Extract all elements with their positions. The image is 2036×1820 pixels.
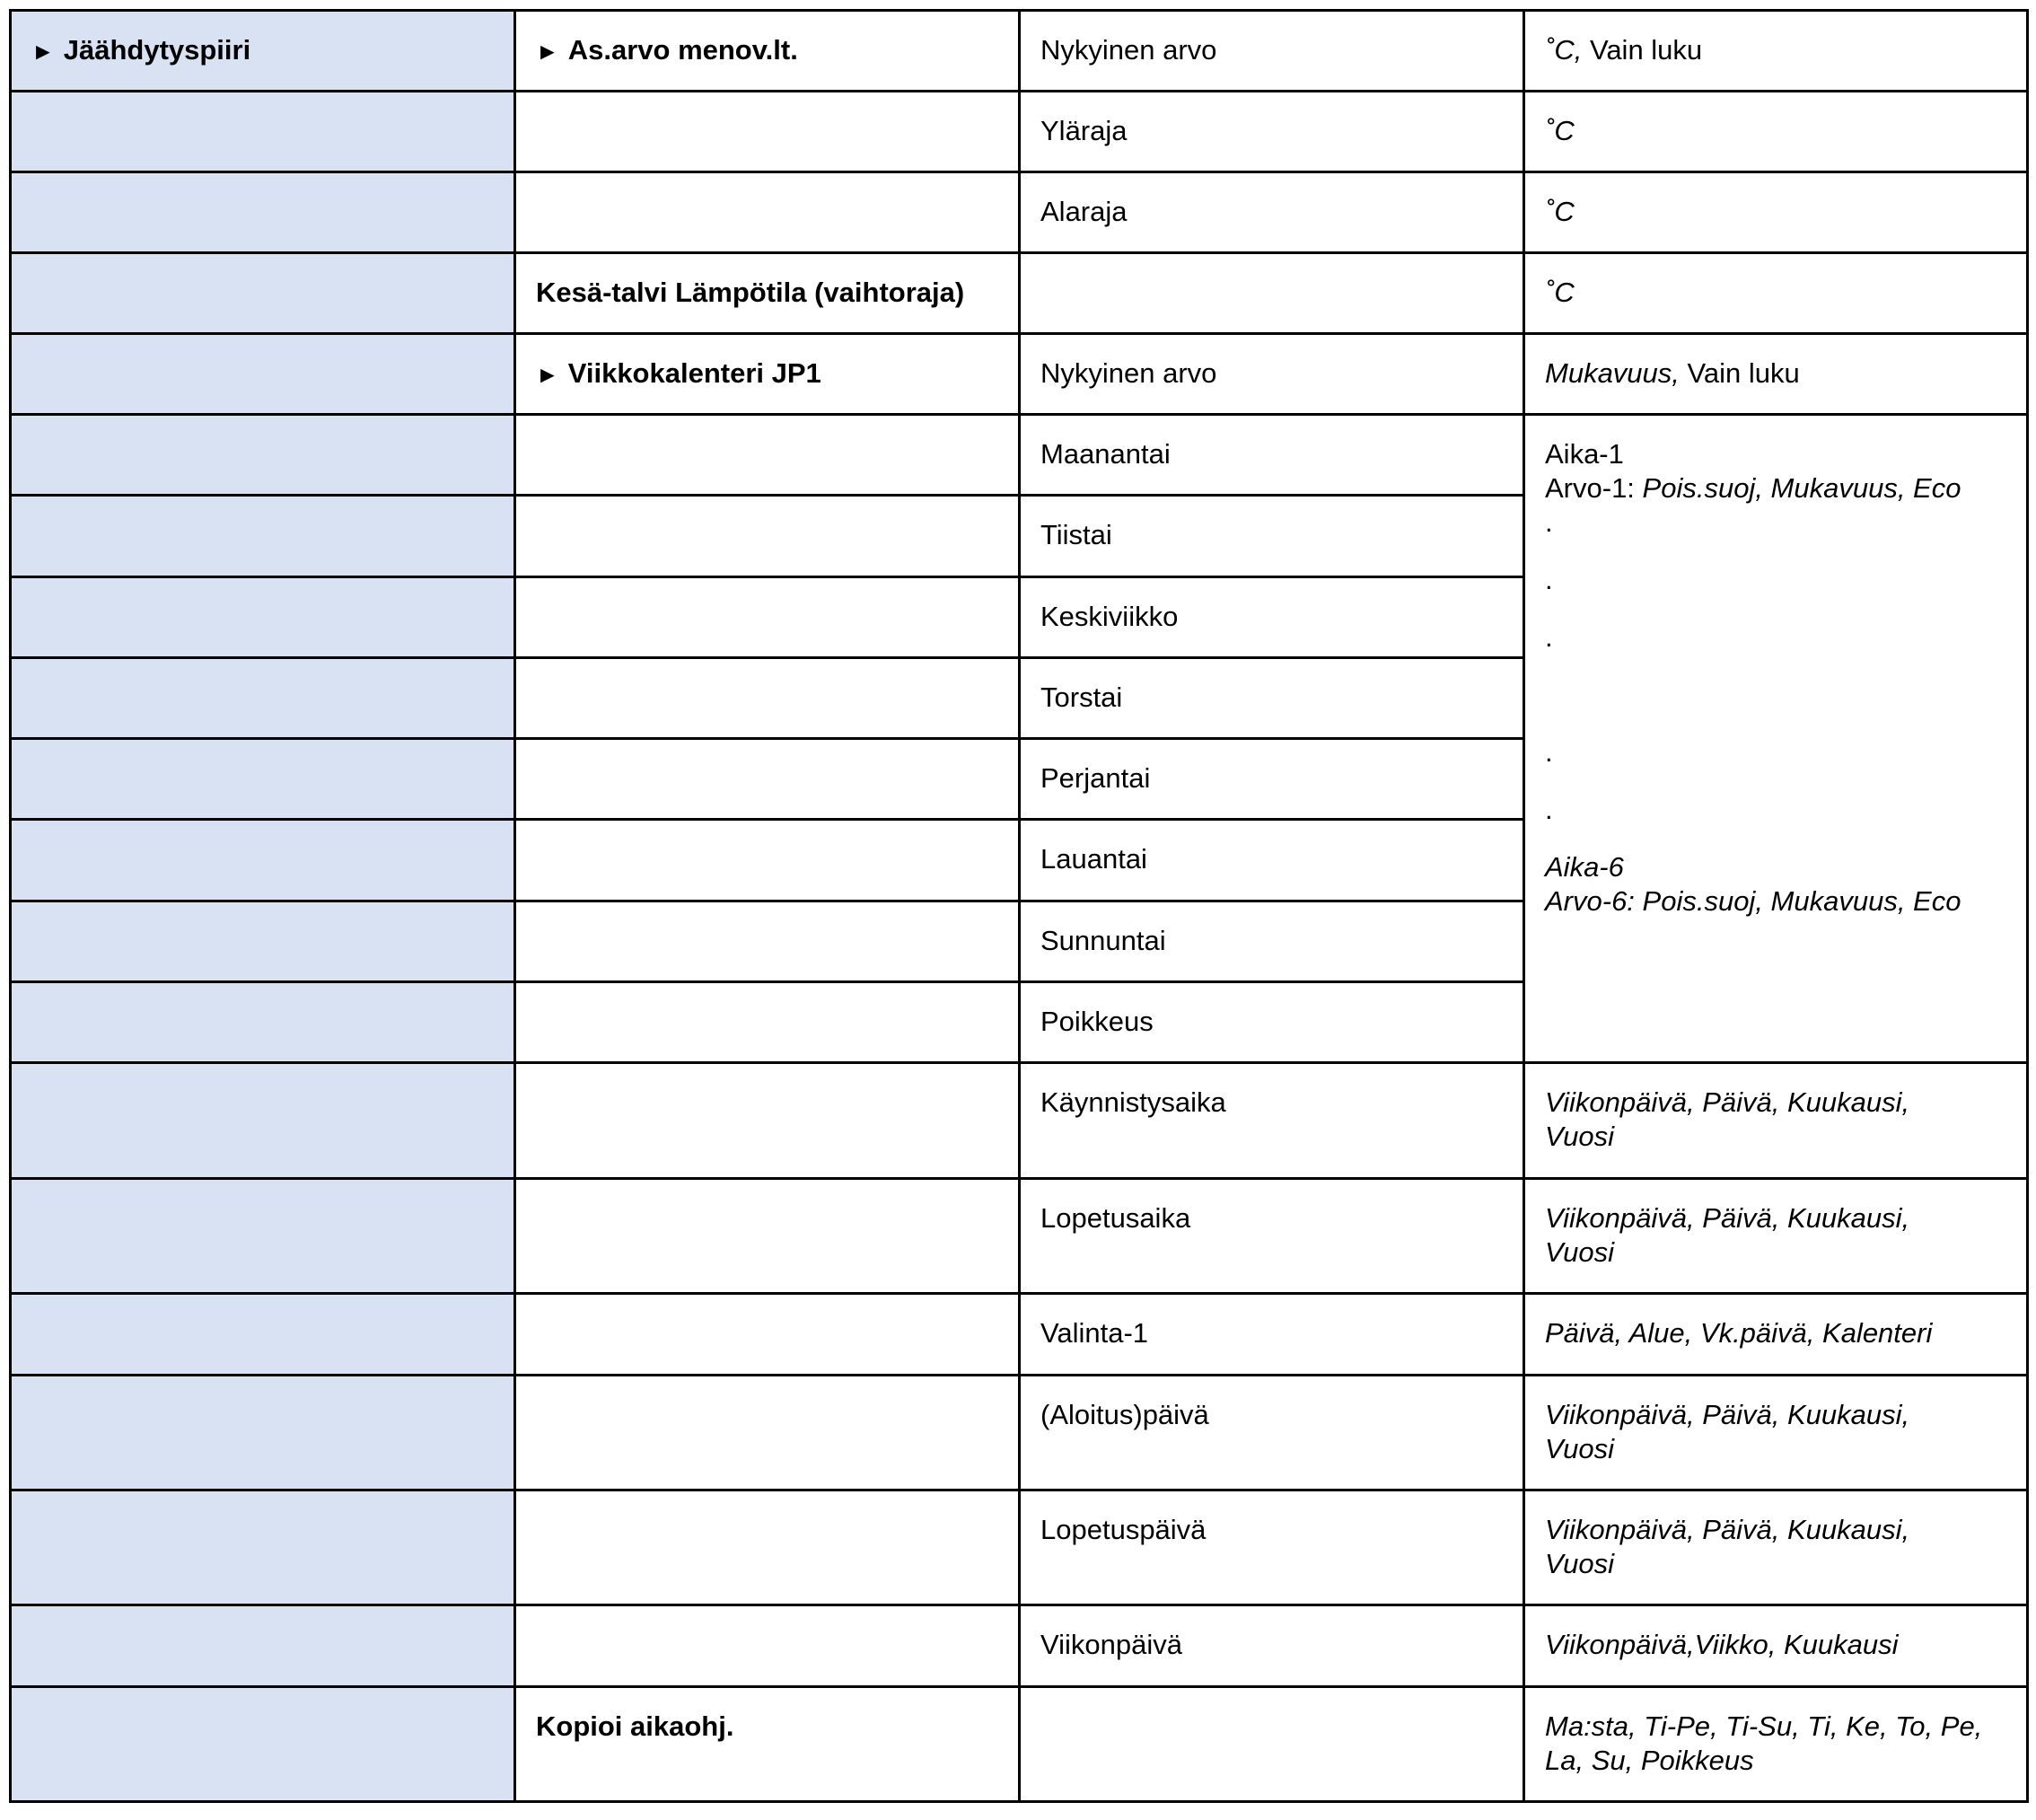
ellipsis-dot: .: [1545, 794, 1553, 825]
parameter-label: Poikkeus: [1040, 1006, 1154, 1037]
parameter-label: Perjantai: [1040, 762, 1151, 794]
group-cell: [515, 577, 1020, 658]
value-italic: Ma:sta, Ti-Pe, Ti-Su, Ti, Ke, To, Pe, La, Su, Poikkeus: [1545, 1710, 1983, 1776]
parameter-cell: [1020, 11, 1524, 92]
table-row: [11, 1294, 2028, 1376]
table-row: [11, 1605, 2028, 1687]
ellipsis-dot: [1545, 678, 2006, 735]
circuit-cell: [11, 820, 515, 901]
value-italic: Mukavuus,: [1545, 357, 1680, 389]
expand-arrow-icon[interactable]: ►: [31, 38, 55, 65]
value-cell: [1524, 1294, 2028, 1376]
circuit-cell: [11, 334, 515, 415]
table-row: [11, 172, 2028, 253]
schedule-values-cell: [1524, 415, 2028, 1063]
parameter-cell: [1020, 92, 1524, 172]
value-italic: ˚C: [1545, 196, 1575, 227]
schedule-value-1-label: Arvo-1:: [1545, 472, 1643, 504]
table-row: [11, 1063, 2028, 1179]
table-row: [11, 1376, 2028, 1490]
value-italic: Viikonpäivä, Päivä, Kuukausi, Vuosi: [1545, 1086, 1910, 1152]
ellipsis-dot: .: [1545, 736, 1553, 768]
parameter-label: Nykyinen arvo: [1040, 34, 1217, 66]
value-italic: Viikonpäivä, Päivä, Kuukausi, Vuosi: [1545, 1399, 1910, 1464]
group-cell: [515, 982, 1020, 1063]
value-plain: Vain luku: [1582, 34, 1703, 66]
parameter-cell: [1020, 901, 1524, 982]
group-cell: [515, 658, 1020, 739]
value-cell: [1524, 1376, 2028, 1490]
parameter-cell: [1020, 982, 1524, 1063]
value-italic: ˚C,: [1545, 34, 1583, 66]
parameter-cell: [1020, 658, 1524, 739]
parameter-table-body: [11, 11, 2028, 1802]
parameter-label: Lopetusaika: [1040, 1202, 1191, 1234]
parameter-cell: [1020, 739, 1524, 820]
group-cell: [515, 1376, 1020, 1490]
schedule-time-1: Aika-1: [1545, 438, 1624, 470]
circuit-cell: [11, 1605, 515, 1687]
parameter-label: Viikonpäivä: [1040, 1629, 1182, 1660]
value-plain: Vain luku: [1679, 357, 1800, 389]
circuit-cell: [11, 1179, 515, 1294]
group-cell: [515, 901, 1020, 982]
table-row: [11, 415, 2028, 496]
value-cell: [1524, 1179, 2028, 1294]
parameter-label: Valinta-1: [1040, 1317, 1149, 1349]
table-row: [11, 1687, 2028, 1802]
circuit-cell: [11, 1063, 515, 1179]
parameter-label: (Aloitus)päivä: [1040, 1399, 1209, 1430]
group-cell: [515, 496, 1020, 577]
circuit-cell: [11, 172, 515, 253]
table-row: [11, 1490, 2028, 1605]
parameter-label: Sunnuntai: [1040, 925, 1166, 956]
parameter-label: Torstai: [1040, 681, 1123, 713]
parameter-label: Lopetuspäivä: [1040, 1514, 1207, 1545]
value-cell: [1524, 1605, 2028, 1687]
value-italic: ˚C: [1545, 277, 1575, 308]
value-cell: [1524, 92, 2028, 172]
parameter-cell: [1020, 1294, 1524, 1376]
parameter-cell: [1020, 1063, 1524, 1179]
parameter-label: Yläraja: [1040, 115, 1128, 146]
group-label: Kopioi aikaohj.: [536, 1710, 734, 1742]
parameter-cell: [1020, 1605, 1524, 1687]
group-label: As.arvo menov.lt.: [567, 34, 798, 66]
value-cell: [1524, 11, 2028, 92]
table-row: [11, 11, 2028, 92]
value-cell: [1524, 172, 2028, 253]
value-cell: [1524, 1687, 2028, 1802]
parameter-cell: [1020, 577, 1524, 658]
group-cell: [515, 172, 1020, 253]
value-cell: [1524, 334, 2028, 415]
group-cell: [515, 820, 1020, 901]
value-italic: ˚C: [1545, 115, 1575, 146]
parameter-cell: [1020, 415, 1524, 496]
circuit-cell: [11, 415, 515, 496]
schedule-time-6: Aika-6: [1545, 851, 1624, 883]
circuit-label: Jäähdytyspiiri: [63, 34, 251, 66]
group-label: Kesä-talvi Lämpötila (vaihtoraja): [536, 277, 965, 308]
circuit-cell: [11, 253, 515, 334]
circuit-cell: [11, 982, 515, 1063]
circuit-cell: [11, 577, 515, 658]
schedule-value-1: [1545, 471, 2006, 506]
parameter-cell: [1020, 820, 1524, 901]
ellipsis-dot: .: [1545, 564, 1553, 595]
parameter-label: Alaraja: [1040, 196, 1128, 227]
value-cell: [1524, 1490, 2028, 1605]
group-cell: [515, 739, 1020, 820]
parameter-label: Käynnistysaika: [1040, 1086, 1226, 1118]
circuit-cell: [11, 496, 515, 577]
expand-arrow-icon[interactable]: ►: [536, 38, 559, 65]
value-italic: Viikonpäivä,Viikko, Kuukausi: [1545, 1629, 1899, 1660]
parameter-cell: [1020, 1376, 1524, 1490]
circuit-cell: [11, 1490, 515, 1605]
parameter-label: Nykyinen arvo: [1040, 357, 1217, 389]
parameter-cell: [1020, 253, 1524, 334]
group-cell: [515, 1605, 1020, 1687]
ellipsis-dot: .: [1545, 621, 1553, 653]
expand-arrow-icon[interactable]: ►: [536, 361, 559, 388]
group-cell: [515, 1687, 1020, 1802]
group-cell: [515, 92, 1020, 172]
group-cell: [515, 1294, 1020, 1376]
value-cell: [1524, 1063, 2028, 1179]
circuit-cell: [11, 11, 515, 92]
table-row: [11, 334, 2028, 415]
parameter-cell: [1020, 334, 1524, 415]
value-italic: Päivä, Alue, Vk.päivä, Kalenteri: [1545, 1317, 1933, 1349]
parameter-label: Lauantai: [1040, 843, 1147, 875]
group-cell: [515, 253, 1020, 334]
value-italic: Viikonpäivä, Päivä, Kuukausi, Vuosi: [1545, 1202, 1910, 1268]
table-row: [11, 1179, 2028, 1294]
parameter-label: Maanantai: [1040, 438, 1171, 470]
group-label: Viikkokalenteri JP1: [567, 357, 821, 389]
parameter-cell: [1020, 1687, 1524, 1802]
parameter-cell: [1020, 1490, 1524, 1605]
value-italic: Viikonpäivä, Päivä, Kuukausi, Vuosi: [1545, 1514, 1910, 1579]
circuit-cell: [11, 1687, 515, 1802]
parameter-cell: [1020, 1179, 1524, 1294]
circuit-cell: [11, 92, 515, 172]
circuit-cell: [11, 739, 515, 820]
parameter-table: [9, 9, 2029, 1803]
group-cell: [515, 415, 1020, 496]
group-cell: [515, 1179, 1020, 1294]
circuit-cell: [11, 901, 515, 982]
group-cell: [515, 1490, 1020, 1605]
circuit-cell: [11, 1294, 515, 1376]
group-cell: [515, 334, 1020, 415]
schedule-value-6: Arvo-6: Pois.suoj, Mukavuus, Eco: [1545, 885, 1961, 917]
parameter-label: Keskiviikko: [1040, 601, 1179, 632]
circuit-cell: [11, 1376, 515, 1490]
table-row: [11, 92, 2028, 172]
parameter-cell: [1020, 172, 1524, 253]
value-cell: [1524, 253, 2028, 334]
ellipsis-dot: .: [1545, 506, 1553, 538]
schedule-value-1-options: Pois.suoj, Mukavuus, Eco: [1642, 472, 1961, 504]
group-cell: [515, 11, 1020, 92]
group-cell: [515, 1063, 1020, 1179]
circuit-cell: [11, 658, 515, 739]
parameter-label: Tiistai: [1040, 519, 1112, 550]
parameter-cell: [1020, 496, 1524, 577]
table-row: [11, 253, 2028, 334]
